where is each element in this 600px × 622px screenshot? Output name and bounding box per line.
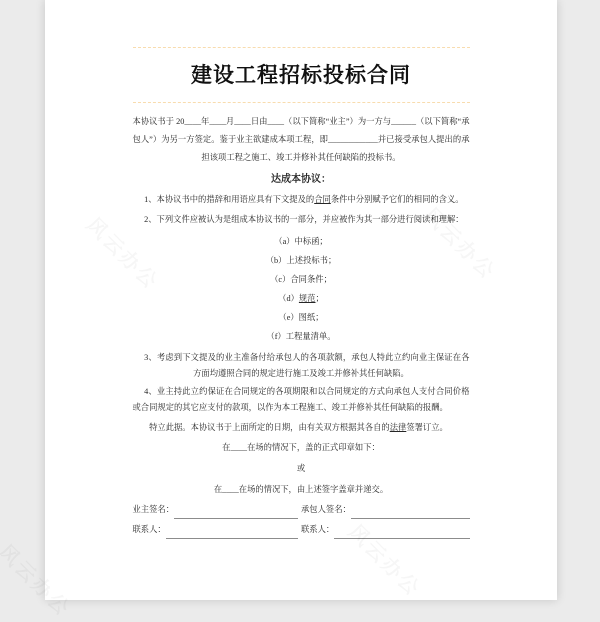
list-item-f [133, 327, 470, 346]
clause-3: 3、考虑到下文提及的业主准备付给承包人的各项款额，承包人特此立约向业主保证在各方面均遵照合同的规定进行施工及竣工并修补其任何缺陷。 [144, 353, 470, 378]
or-separator: 或 [296, 464, 306, 473]
list-item-tail: ； [315, 294, 324, 303]
underlined-term-contract: 合同 [314, 195, 331, 204]
owner-contact-label: 联系人： [132, 525, 166, 534]
document-list [133, 232, 470, 346]
contractor-contact-line [334, 527, 469, 539]
clause-4: 4、业主持此立约保证在合同规定的各项期限和以合同规定的方式向承包人支付合同价格或合同规定的其它应支付的款项，以作为本工程施工、竣工并修补其任何缺陷的报酬。 [132, 387, 470, 412]
closing-text-end: 签署订立。 [406, 423, 448, 432]
list-item-text: （c）合同条件； [270, 275, 332, 284]
title-divider-bottom [133, 102, 470, 103]
owner-contact-line [166, 527, 298, 539]
list-item-text: （f）工程量清单。 [266, 332, 336, 341]
list-item-b [133, 251, 470, 270]
underlined-term-specification: 规范 [298, 294, 316, 303]
underlined-term-law: 法律 [389, 423, 407, 432]
page-title: 建设工程招标投标合同 [191, 63, 411, 87]
list-item-text: （b）上述投标书； [265, 256, 337, 265]
contact-row [133, 521, 470, 539]
contractor-contact-block [301, 521, 470, 539]
contractor-signature-label: 承包人签名： [301, 505, 351, 514]
list-item-text: （a）中标函； [274, 237, 328, 246]
contract-page [45, 0, 557, 600]
signature-row [133, 501, 470, 519]
owner-signature-block [133, 501, 302, 519]
seal-line: 在____在场的情况下，盖的正式印章如下： [222, 443, 380, 452]
owner-signature-line [174, 507, 298, 519]
page-content [133, 0, 470, 539]
clause-1 [133, 192, 470, 207]
owner-contact-block [133, 521, 302, 539]
closing-clause [133, 420, 470, 436]
preamble-paragraph: 本协议书于 20____年____月____日由____（以下简称“业主”）为一方与______（以下简称“承包人”）为另一方签定。鉴于业主欲建成本项工程，即____________并已接受承包人提出的承担该项工程之施工、竣工并修补其任何缺陷的投标书。 [132, 117, 470, 162]
list-item-text: （d） [278, 294, 299, 303]
clause-1-text-end: 条件中分别赋予它们的相同的含义。 [330, 195, 464, 204]
deliver-line: 在____在场的情况下，由上述签字盖章并递交。 [213, 485, 389, 494]
list-item-c [133, 270, 470, 289]
clause-1-text: 1、本协议书中的措辞和用语应具有下文提及的 [144, 195, 315, 204]
clause-2: 2、下列文件应被认为是组成本协议书的一部分，并应被作为其一部分进行阅读和理解： [144, 215, 464, 224]
owner-signature-label: 业主签名： [132, 505, 174, 514]
list-item-d [133, 289, 470, 308]
closing-text: 特立此据。本协议书于上面所定的日期，由有关双方根据其各自的 [149, 423, 390, 432]
list-item-a [133, 232, 470, 251]
list-item-text: （e）图纸； [278, 313, 324, 322]
contractor-signature-line [351, 507, 470, 519]
list-item-e [133, 308, 470, 327]
contractor-contact-label: 联系人： [301, 525, 335, 534]
agreement-heading: 达成本协议： [271, 174, 331, 185]
contractor-signature-block [301, 501, 470, 519]
